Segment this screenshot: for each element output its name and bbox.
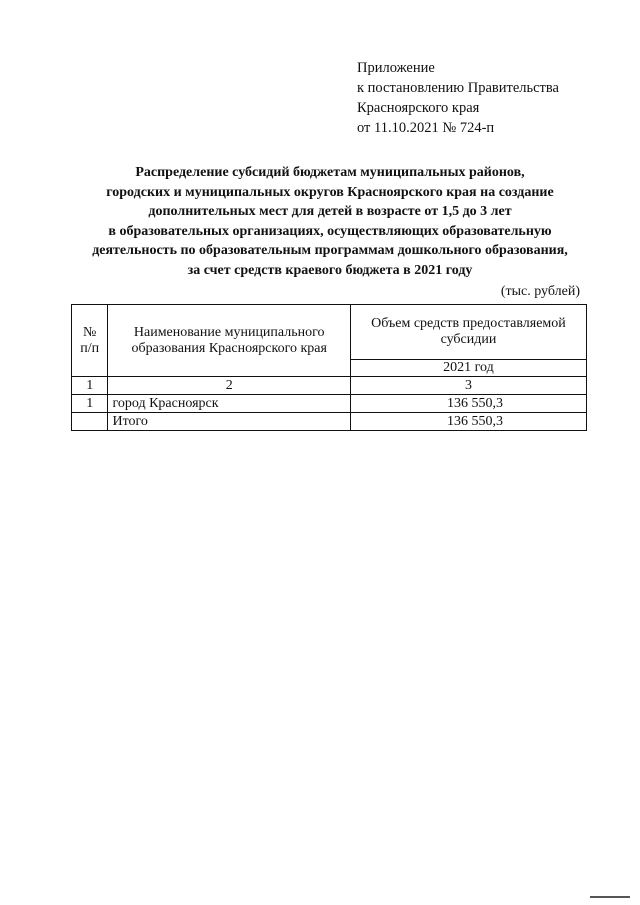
header-name: [108, 305, 350, 377]
title-line: городских и муниципальных округов Красноярского края на создание: [106, 184, 554, 200]
column-number: 1: [72, 377, 108, 395]
row-num: 1: [72, 395, 108, 413]
table-header-row: [72, 305, 587, 360]
total-label: Итого: [108, 413, 350, 431]
appendix-line: Приложение: [357, 60, 435, 76]
header-year: 2021 год: [350, 360, 586, 377]
header-num: [72, 305, 108, 377]
units-label: (тыс. рублей): [500, 284, 580, 299]
subsidy-table: [71, 304, 587, 431]
total-num-empty: [72, 413, 108, 431]
column-number-row: [72, 377, 587, 395]
column-number: 3: [350, 377, 586, 395]
appendix-line: к постановлению Правительства: [357, 80, 559, 96]
total-value: 136 550,3: [350, 413, 586, 431]
title-line: деятельность по образовательным программам дошкольного образования,: [92, 243, 568, 259]
appendix-line: от 11.10.2021 № 724-п: [357, 120, 495, 136]
title-line: за счет средств краевого бюджета в 2021 году: [187, 262, 473, 278]
scan-mark: [590, 896, 630, 898]
table-row: [72, 395, 587, 413]
appendix-line: Красноярского края: [357, 100, 480, 116]
header-value: [350, 305, 586, 360]
row-name: город Красноярск: [108, 395, 350, 413]
header-value-text: Объем средств предоставляемой субсидии: [371, 316, 566, 347]
appendix-block: [357, 58, 559, 138]
title-line: дополнительных мест для детей в возрасте от 1,5 до 3 лет: [148, 204, 512, 220]
row-value: 136 550,3: [350, 395, 586, 413]
total-row: [72, 413, 587, 431]
title-line: в образовательных организациях, осуществляющих образовательную: [108, 223, 552, 239]
column-number: 2: [108, 377, 350, 395]
header-num-text: № п/п: [80, 324, 100, 356]
document-title: [60, 163, 600, 281]
header-name-text: Наименование муниципального образования Красноярского края: [131, 324, 327, 356]
title-line: Распределение субсидий бюджетам муниципальных районов,: [135, 165, 525, 180]
